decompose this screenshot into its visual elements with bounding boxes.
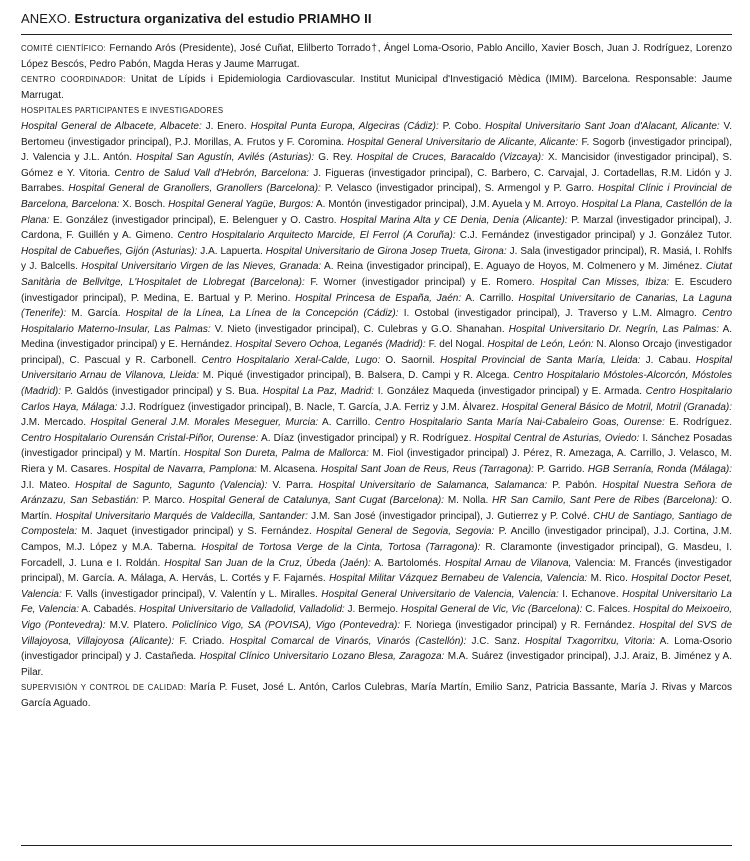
hospital-investigators: P. Garrido.	[537, 464, 585, 476]
hospital-name: Hospital San Juan de la Cruz, Úbeda (Jaén):	[164, 557, 371, 569]
supervision-section	[21, 680, 732, 711]
hospital-name: Centro Hospitalario Santa María Nai-Cabaleiro Goas, Ourense:	[374, 417, 665, 429]
hospital-investigators: A. Medina (investigador principal) y E. Hernández.	[21, 323, 733, 351]
hospital-name: Hospital Universitario de Canarias, La Laguna (Tenerife):	[21, 292, 732, 320]
hospital-name: Hospital Can Misses, Ibiza:	[540, 276, 670, 288]
hospital-name: Centro Hospitalario Carlos Haya, Málaga:	[21, 386, 733, 413]
hospital-investigators: J.M. Mercado.	[21, 417, 86, 429]
hospital-name: Hospital La Plana, Castellón de la Plana:	[21, 198, 733, 226]
hospital-investigators: I. Echanove.	[562, 588, 619, 600]
hospital-investigators: M. Piqué (investigador principal), B. Balsera, D. Campi y R. Alcega.	[202, 370, 510, 382]
hospital-name: Hospital General Básico de Motril, Motril (Granada):	[501, 401, 733, 413]
hospital-investigators: C. Falces.	[585, 604, 631, 616]
hospital-investigators: C.J. Fernández (investigador principal) y J. González Tutor.	[459, 230, 733, 242]
hospital-name: Hospital Central de Asturias, Oviedo:	[474, 432, 640, 444]
hospital-name: Hospital Provincial de Santa María, Lleida:	[440, 354, 641, 366]
hospital-name: Hospital Universitario La Fe, Valencia:	[21, 588, 732, 616]
hospital-name: Hospital San Agustín, Avilés (Asturias):	[136, 152, 315, 164]
hospital-name: Ciutat Sanitària de Bellvitge, L'Hospitalet de Llobregat (Barcelona):	[21, 261, 732, 288]
comite-label: COMITÉ CIENTÍFICO:	[21, 44, 106, 53]
hospital-investigators: M.V. Platero.	[109, 619, 168, 631]
hospital-name: Hospital Princesa de España, Jaén:	[295, 292, 462, 304]
hospital-name: Hospital Universitario de Girona Josep Trueta, Girona:	[265, 245, 507, 257]
hospital-investigators: X. Mancisidor (investigador principal), S. Gómez e Y. Vitoria.	[21, 152, 732, 179]
hospital-name: Hospital Universitario Dr. Negrín, Las Palmas:	[508, 323, 720, 335]
hospital-name: Hospital General de Segovia, Segovia:	[316, 526, 495, 538]
hospital-investigators: F. del Nogal.	[428, 339, 485, 351]
hospital-name: Hospital de Navarra, Pamplona:	[113, 464, 257, 476]
hospital-investigators: F. Worner (investigador principal) y E. Romero.	[310, 276, 535, 288]
centro-label: CENTRO COORDINADOR:	[21, 75, 126, 85]
hospital-name: HGB Serranía, Ronda (Málaga):	[587, 464, 733, 476]
hospital-investigators: J. Sala (investigador principal), R. Masiá, I. Rohlfs y J. Balcells.	[21, 245, 733, 273]
hospital-name: Hospital de Cabueñes, Gijón (Asturias):	[21, 245, 198, 257]
hospital-investigators: V. Bertomeu (investigador principal), P.J. Morillas, A. Frutos y F. Coromina.	[21, 120, 733, 148]
hospital-name: Hospital Universitario Arnau de Vilanova, Lleida:	[21, 354, 733, 382]
hospital-investigators: G. Rey.	[318, 152, 353, 164]
hospital-investigators: I. Ostobal (investigador principal), J. Traverso y L.M. Almagro.	[403, 308, 697, 320]
hospital-name: Hospital Clínic i Provincial de Barcelona, Barcelona:	[21, 183, 732, 210]
hospital-investigators: I. Sánchez Posadas (investigador principal) y M. Martín.	[21, 432, 733, 460]
hospital-investigators: P. Marco.	[142, 495, 186, 507]
hospital-name: Centro Hospitalario Xeral-Calde, Lugo:	[201, 354, 381, 366]
hospital-investigators: M. Rico.	[590, 573, 628, 585]
centro-text: Unitat de Lípids i Epidemiologia Cardiovascular. Institut Municipal d'Investigació Mèdica (IMIM). Barcelona. Responsable: Jaume Marrugat.	[21, 74, 733, 101]
hospital-name: Hospital Universitario de Salamanca, Salamanca:	[318, 479, 548, 491]
hospital-name: Hospital de León, León:	[487, 339, 594, 351]
hospital-name: Hospital Sant Joan de Reus, Reus (Tarragona):	[321, 464, 534, 476]
hospital-investigators: E. Escudero (investigador principal), P. Medina, E. Bartual y P. Merino.	[21, 276, 732, 304]
hospitales-section	[21, 103, 732, 680]
supervision-label: SUPERVISIÓN Y CONTROL DE CALIDAD:	[21, 683, 187, 693]
hospital-investigators: M. García.	[71, 308, 121, 320]
hospital-name: Hospital La Paz, Madrid:	[262, 386, 375, 398]
hospital-investigators: M. Alcasena.	[260, 464, 318, 476]
hospital-investigators: A. Cabadés.	[81, 604, 137, 616]
hospital-name: Hospital Son Dureta, Palma de Mallorca:	[184, 448, 369, 460]
hospital-name: HR San Camilo, Sant Pere de Ribes (Barcelona):	[492, 495, 718, 507]
hospital-name: Hospital Punta Europa, Algeciras (Cádiz):	[250, 120, 439, 132]
hospital-name: Hospital Clínico Universitario Lozano Blesa, Zaragoza:	[199, 651, 445, 663]
hospital-investigators: J.C. Sanz.	[471, 635, 520, 647]
hospitales-label: HOSPITALES PARTICIPANTES E INVESTIGADORES	[21, 106, 224, 116]
hospital-name: Hospital Nuestra Señora de Aránzazu, San Sebastián:	[21, 479, 733, 507]
hospital-name: Centro de Salud Vall d'Hebrón, Barcelona:	[114, 167, 310, 179]
hospital-name: Hospital General de Granollers, Granollers (Barcelona):	[68, 183, 321, 195]
hospital-investigators: V. Parra.	[272, 479, 314, 491]
hospital-name: Hospital Universitario Sant Joan d'Alacant, Alicante:	[485, 120, 720, 132]
hospital-investigators: M. Nolla.	[447, 495, 489, 507]
hospital-investigators: V. Nieto (investigador principal), C. Culebras y G.O. Shanahan.	[214, 323, 505, 335]
supervision-text: María P. Fuset, José L. Antón, Carlos Culebras, María Martín, Emilio Sanz, Patricia Bassante, María J. Rivas y Marcos García Aguado.	[21, 682, 732, 709]
hospital-investigators: F. Noriega (investigador principal) y R. Fernández.	[404, 619, 636, 631]
hospital-name: Centro Hospitalario Móstoles-Alcorcón, Móstoles (Madrid):	[21, 370, 733, 398]
hospital-investigators: X. Bosch.	[122, 198, 166, 210]
hospital-investigators: A. Loma-Osorio (investigador principal) y J. Castañeda.	[21, 635, 732, 663]
hospital-investigators: M. Fiol (investigador principal) J. Pérez, R. Amezaga, A. Carrillo, J. Velasco, M. Riera y M. Casares.	[21, 448, 732, 476]
hospital-name: Hospital de Sagunto, Sagunto (Valencia):	[75, 479, 268, 491]
hospital-investigators: A. Díaz (investigador principal) y R. Rodríguez.	[261, 432, 472, 444]
hospital-name: Hospital General de Albacete, Albacete:	[21, 120, 202, 132]
hospital-investigators: E. Rodríguez.	[669, 417, 732, 429]
hospital-name: Hospital Marina Alta y CE Denia, Denia (Alicante):	[340, 214, 568, 226]
hospital-investigators: J. Cabau.	[645, 354, 691, 366]
hospital-name: Hospital Universitario Virgen de las Nieves, Granada:	[81, 261, 322, 273]
hospital-name: Hospital Comarcal de Vinarós, Vinarós (Castellón):	[229, 635, 467, 647]
hospital-name: Hospital Doctor Peset, Valencia:	[21, 573, 733, 600]
hospital-investigators: P. Cobo.	[442, 120, 482, 132]
hospital-investigators: M. Jaquet (investigador principal) y S. Fernández.	[81, 526, 312, 538]
annex-title: Estructura organizativa del estudio PRIAMHO II	[74, 11, 372, 26]
hospital-investigators: P. Galdós (investigador principal) y S. Bua.	[64, 386, 259, 398]
hospital-name: CHU de Santiago, Santiago de Compostela:	[21, 510, 732, 538]
hospital-name: Hospital Severo Ochoa, Leganés (Madrid):	[235, 339, 426, 351]
hospital-investigators: J. Bermejo.	[347, 604, 399, 616]
hospital-investigators: Valencia: M. Francés (investigador principal), M. García. A. Málaga, A. Hervás, L. Cortés y F. Fajarnés.	[21, 557, 732, 585]
hospital-investigators: J. Figueras (investigador principal), C. Barbero, C. Carvajal, J. Cortadellas, R.M. Lidón y J. Barrabes.	[21, 167, 732, 195]
hospital-name: Centro Hospitalario Materno-Insular, Las Palmas:	[21, 308, 733, 335]
hospital-name: Centro Hospitalario Ourensán Cristal-Piñor, Ourense:	[21, 432, 259, 444]
hospital-investigators: O. Martín.	[21, 495, 733, 522]
hospital-investigators: N. Alonso Orcajo (investigador principal), C. Pascual y R. Carbonell.	[21, 339, 733, 366]
hospital-investigators: P. Ancillo (investigador principal), J.J. Cortina, J.M. Campos, M.J. López y M.A. Taberna.	[21, 526, 732, 553]
hospital-name: Hospital General Universitario de Valencia, Valencia:	[321, 588, 559, 600]
hospital-name: Hospital General Universitario de Alicante, Alicante:	[347, 136, 579, 148]
hospital-name: Hospital Universitario Marqués de Valdecilla, Santander:	[55, 510, 308, 522]
comite-text: Fernando Arós (Presidente), José Cuñat, Elilberto Torrado†, Ángel Loma-Osorio, Pablo Ancillo, Xavier Bosch, Juan J. Rodríguez, Lorenzo López Bescós, Pedro Pabón, Magda Heras y Jaume Marrugat.	[21, 43, 733, 70]
hospital-name: Hospital de Cruces, Baracaldo (Vizcaya):	[356, 152, 544, 164]
hospital-investigators: A. Bartolomés.	[374, 557, 441, 569]
hospital-investigators: M.A. Suárez (investigador principal), J.J. Araiz, B. Jiménez y A. Pilar.	[21, 651, 732, 678]
hospital-name: Hospital General Yagüe, Burgos:	[168, 198, 314, 210]
hospital-investigators: F. Valls (investigador principal), V. Valentín y L. Miralles.	[65, 588, 318, 600]
hospital-name: Hospital do Meixoeiro, Vigo (Pontevedra):	[21, 604, 733, 631]
hospital-name: Hospital General de Catalunya, Sant Cugat (Barcelona):	[188, 495, 444, 507]
hospital-investigators: J.I. Mateo.	[21, 479, 70, 491]
hospital-investigators: A. Carrillo.	[465, 292, 514, 304]
hospital-name: Hospital de la Línea, La Línea de la Concepción (Cádiz):	[125, 308, 399, 320]
comite-section	[21, 41, 732, 72]
hospital-investigators: P. Pabón.	[552, 479, 598, 491]
hospital-investigators: A. Reina (investigador principal), E. Aguayo de Hoyos, M. Colmenero y M. Jiménez.	[324, 261, 703, 273]
bottom-rule	[21, 845, 732, 846]
hospital-investigators: P. Marzal (investigador principal), J. Cardona, F. Guillén y A. Gimeno.	[21, 214, 733, 242]
hospital-investigators: R. Claramonte (investigador principal), G. Masdeu, I. Forcadell, J. Luna e I. Roldán.	[21, 542, 732, 569]
hospital-name: Centro Hospitalario Arquitecto Marcide, El Ferrol (A Coruña):	[177, 230, 456, 242]
hospital-investigators: E. González (investigador principal), E. Belenguer y O. Castro.	[52, 214, 337, 226]
hospital-name: Hospital del SVS de Villajoyosa, Villajoyosa (Alicante):	[21, 619, 733, 647]
centro-section	[21, 72, 732, 103]
annex-header	[21, 11, 732, 35]
hospital-name: Policlínico Vigo, SA (POVISA), Vigo (Pontevedra):	[171, 619, 401, 631]
hospital-name: Hospital de Tortosa Verge de la Cinta, Tortosa (Tarragona):	[201, 542, 481, 553]
hospital-name: Hospital Txagorritxu, Vitoria:	[525, 635, 656, 647]
hospital-investigators: I. González Maqueda (investigador principal) y E. Armada.	[377, 386, 642, 398]
hospital-name: Hospital Militar Vázquez Bernabeu de Valencia, Valencia:	[329, 573, 588, 585]
hospital-name: Hospital General J.M. Morales Meseguer, Murcia:	[90, 417, 319, 429]
hospital-investigators: A. Carrillo.	[322, 417, 371, 429]
hospital-name: Hospital Arnau de Vilanova,	[444, 557, 572, 569]
hospital-name: Hospital Universitario de Valladolid, Valladolid:	[139, 604, 345, 616]
hospital-investigators: O. Saornil.	[385, 354, 435, 366]
hospital-list	[21, 121, 732, 678]
hospital-investigators: J.A. Lapuerta.	[200, 245, 263, 257]
annex-label: ANEXO.	[21, 11, 71, 26]
hospital-investigators: J. Enero.	[205, 120, 247, 132]
hospital-investigators: F. Sogorb (investigador principal), J. Valencia y J.L. Antón.	[21, 136, 732, 164]
hospital-name: Hospital General de Vic, Vic (Barcelona):	[400, 604, 583, 616]
hospital-investigators: J.M. San José (investigador principal), J. Gutierrez y P. Colvé.	[311, 510, 590, 522]
hospital-investigators: F. Criado.	[179, 635, 225, 647]
hospital-investigators: P. Velasco (investigador principal), S. Armengol y P. Garro.	[324, 183, 595, 195]
hospital-investigators: A. Montón (investigador principal), J.M. Ayuela y M. Arroyo.	[315, 198, 579, 210]
hospital-investigators: J.J. Rodríguez (investigador principal), B. Nacle, T. García, J.A. Ferriz y J.M. Álvarez.	[120, 401, 499, 413]
